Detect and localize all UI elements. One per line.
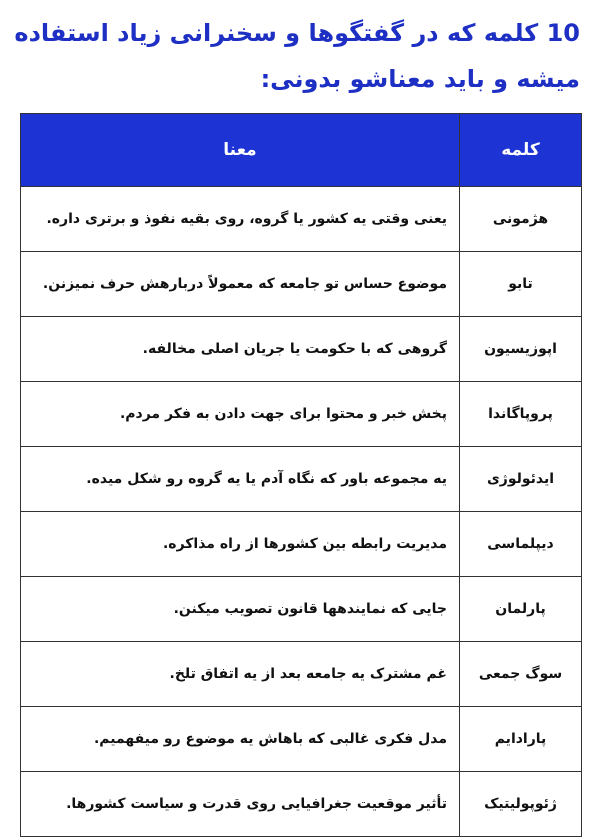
table-row: [21, 772, 582, 837]
meaning-cell: جایی که نمایندهها قانون تصویب میکنن.: [21, 577, 460, 642]
table-row: [21, 642, 582, 707]
table-row: [21, 187, 582, 252]
page-title: [14, 10, 580, 102]
table-row: [21, 512, 582, 577]
word-cell: سوگ جمعی: [460, 642, 582, 707]
title-line-1: 10 کلمه که در گفتگوها و سخنرانی زیاد استفاده: [14, 19, 580, 47]
word-cell: تابو: [460, 252, 582, 317]
table-header-row: [21, 114, 582, 187]
meaning-cell: یعنی وقتی یه کشور یا گروه، روی بقیه نفوذ و برتری داره.: [21, 187, 460, 252]
word-cell: ایدئولوژی: [460, 447, 582, 512]
meaning-cell: گروهی که با حکومت یا جریان اصلی مخالفه.: [21, 317, 460, 382]
table-row: [21, 252, 582, 317]
meaning-cell: غم مشترک یه جامعه بعد از یه اتفاق تلخ.: [21, 642, 460, 707]
table-row: [21, 707, 582, 772]
word-cell: ژئوپولیتیک: [460, 772, 582, 837]
word-cell: اپوزیسیون: [460, 317, 582, 382]
table-row: [21, 317, 582, 382]
meaning-cell: یه مجموعه باور که نگاه آدم یا یه گروه رو شکل میده.: [21, 447, 460, 512]
header-meaning: معنا: [21, 114, 460, 187]
table-row: [21, 577, 582, 642]
meaning-cell: تأثیر موقعیت جغرافیایی روی قدرت و سیاست کشورها.: [21, 772, 460, 837]
table-row: [21, 382, 582, 447]
title-line-2: میشه و باید معناشو بدونی:: [260, 65, 580, 93]
word-cell: هژمونی: [460, 187, 582, 252]
vocabulary-table: [20, 113, 582, 837]
word-cell: دیپلماسی: [460, 512, 582, 577]
word-cell: پروپاگاندا: [460, 382, 582, 447]
header-word: کلمه: [460, 114, 582, 187]
meaning-cell: موضوع حساس تو جامعه که معمولاً دربارهش حرف نمیزنن.: [21, 252, 460, 317]
meaning-cell: پخش خبر و محتوا برای جهت دادن به فکر مردم.: [21, 382, 460, 447]
meaning-cell: مدیریت رابطه بین کشورها از راه مذاکره.: [21, 512, 460, 577]
table-row: [21, 447, 582, 512]
word-cell: پارلمان: [460, 577, 582, 642]
word-cell: پارادایم: [460, 707, 582, 772]
meaning-cell: مدل فکری غالبی که باهاش یه موضوع رو میفهمیم.: [21, 707, 460, 772]
